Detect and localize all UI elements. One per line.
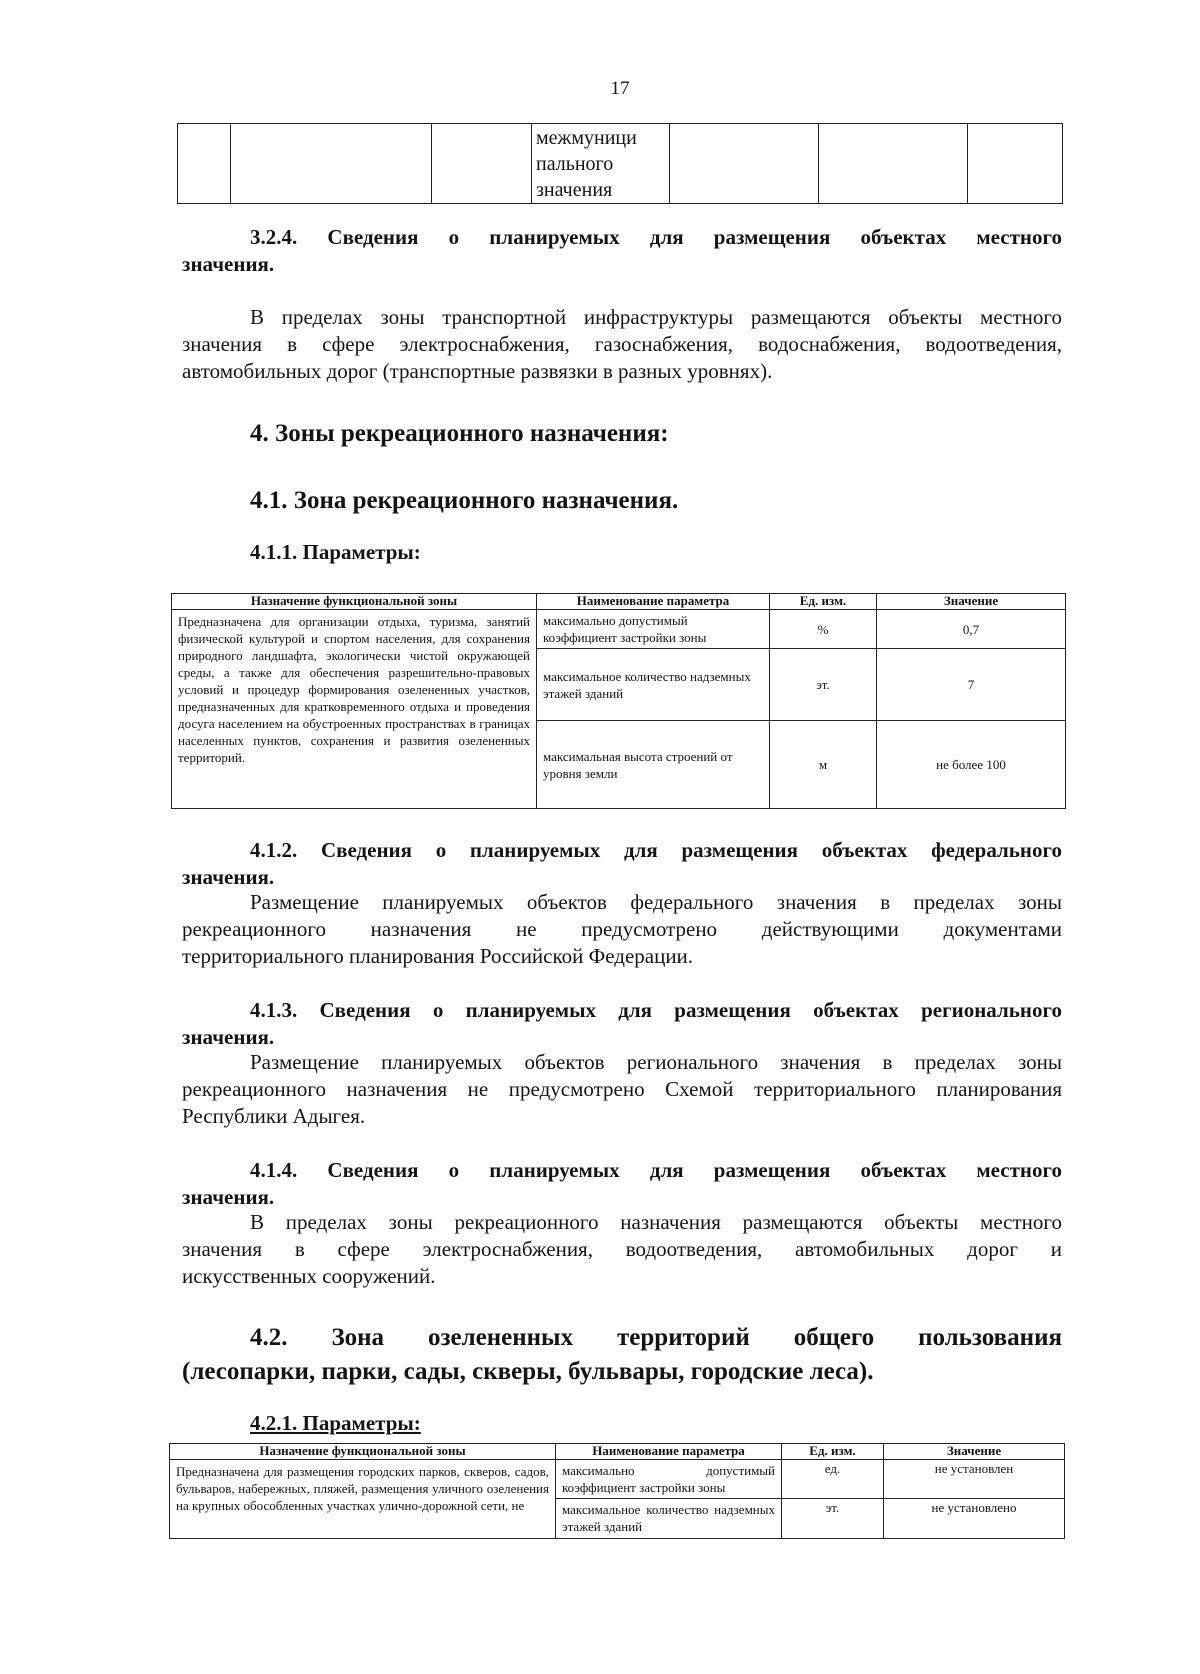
table-row [172,610,1066,649]
column-header: Значение [884,1444,1065,1460]
param-name-cell: максимальное количество надземных этажей зданий [537,649,770,721]
zone-purpose-cell: Предназначена для организации отдыха, туризма, занятий физической культурой и спортом населения, для сохранения природного ландшафта, экологически чистой окружающей среды, а также для обеспечения разрешительно-правовых условий и процедур формирования озелененных участков, предназначенных для кратковременного отдыха и проведения досуга населением на обустроенных пространствах в границах населенных пунктов, сохранения и развития озелененных территорий. [172,610,537,809]
column-header: Наименование параметра [537,594,770,610]
cell-line: межмуници [536,127,637,149]
table-cell [432,124,532,204]
cell-line: значения [536,179,613,201]
column-header: Назначение функциональной зоны [172,594,537,610]
value-cell: не установлен [884,1460,1065,1499]
paragraph-4-1-4: В пределах зоны рекреационного назначения размещаются объекты местного значения в сфере электроснабжения, водоотведения, автомобильных дорог и искусственных сооружений. [182,1210,1062,1288]
value-cell: 0,7 [877,610,1066,649]
heading-3-2-4: 3.2.4. Сведения о планируемых для размещения объектах местного значения. [182,225,1062,276]
section-4-1-title: 4.1. Зона рекреационного назначения. [250,487,679,514]
unit-cell: м [770,721,877,809]
section-4-1-1-title: 4.1.1. Параметры: [250,540,421,564]
heading-4-1-3: 4.1.3. Сведения о планируемых для размещения объектах регионального значения. [182,998,1062,1049]
column-header: Наименование параметра [556,1444,782,1460]
column-header: Назначение функциональной зоны [170,1444,556,1460]
value-cell: не более 100 [877,721,1066,809]
continuation-table [177,123,1063,204]
paragraph-3-2-4: В пределах зоны транспортной инфраструктуры размещаются объекты местного значения в сфере электроснабжения, газоснабжения, водоснабжения, водоотведения, автомобильных дорог (транспортные развязки в разных уровнях). [182,305,1062,383]
column-header: Значение [877,594,1066,610]
unit-cell: ед. [782,1460,884,1499]
table-cell [178,124,231,204]
page-number: 17 [610,78,630,99]
value-cell: не установлено [884,1499,1065,1539]
param-name-cell: максимально допустимый коэффициент застройки зоны [556,1460,782,1499]
table-cell-significance [532,124,670,204]
param-name-cell: максимальная высота строений от уровня земли [537,721,770,809]
table-cell [968,124,1063,204]
table-cell [670,124,819,204]
param-name-cell: максимально допустимый коэффициент застройки зоны [537,610,770,649]
column-header: Ед. изм. [782,1444,884,1460]
paragraph-4-1-2: Размещение планируемых объектов федерального значения в пределах зоны рекреационного назначения не предусмотрено действующими документами территориального планирования Российской Федерации. [182,890,1062,968]
heading-4-1-4: 4.1.4. Сведения о планируемых для размещения объектах местного значения. [182,1158,1062,1209]
table-cell [819,124,968,204]
param-name-cell: максимальное количество надземных этажей зданий [556,1499,782,1539]
section-4-title: 4. Зоны рекреационного назначения: [250,420,669,447]
unit-cell: % [770,610,877,649]
section-4-2-1-title: 4.2.1. Параметры: [250,1411,421,1435]
heading-4-1-2: 4.1.2. Сведения о планируемых для размещения объектах федерального значения. [182,838,1062,889]
value-cell: 7 [877,649,1066,721]
paragraph-4-1-3: Размещение планируемых объектов регионального значения в пределах зоны рекреационного назначения не предусмотрено Схемой территориального планирования Республики Адыгея. [182,1050,1062,1128]
section-4-2-title: 4.2. Зона озелененных территорий общего пользования (лесопарки, парки, сады, скверы, бульвары, городские леса). [182,1324,1062,1385]
column-header: Ед. изм. [770,594,877,610]
unit-cell: эт. [770,649,877,721]
unit-cell: эт. [782,1499,884,1539]
table-cell [231,124,432,204]
parameters-table-recreation [171,593,1066,809]
table-row [170,1460,1065,1499]
cell-line: пального [536,153,614,175]
zone-purpose-cell: Предназначена для размещения городских парков, скверов, садов, бульваров, набережных, пляжей, размещения уличного озеленения на крупных обособленных участках улично-дорожной сети, не [170,1460,556,1539]
parameters-table-green-areas [169,1443,1065,1539]
